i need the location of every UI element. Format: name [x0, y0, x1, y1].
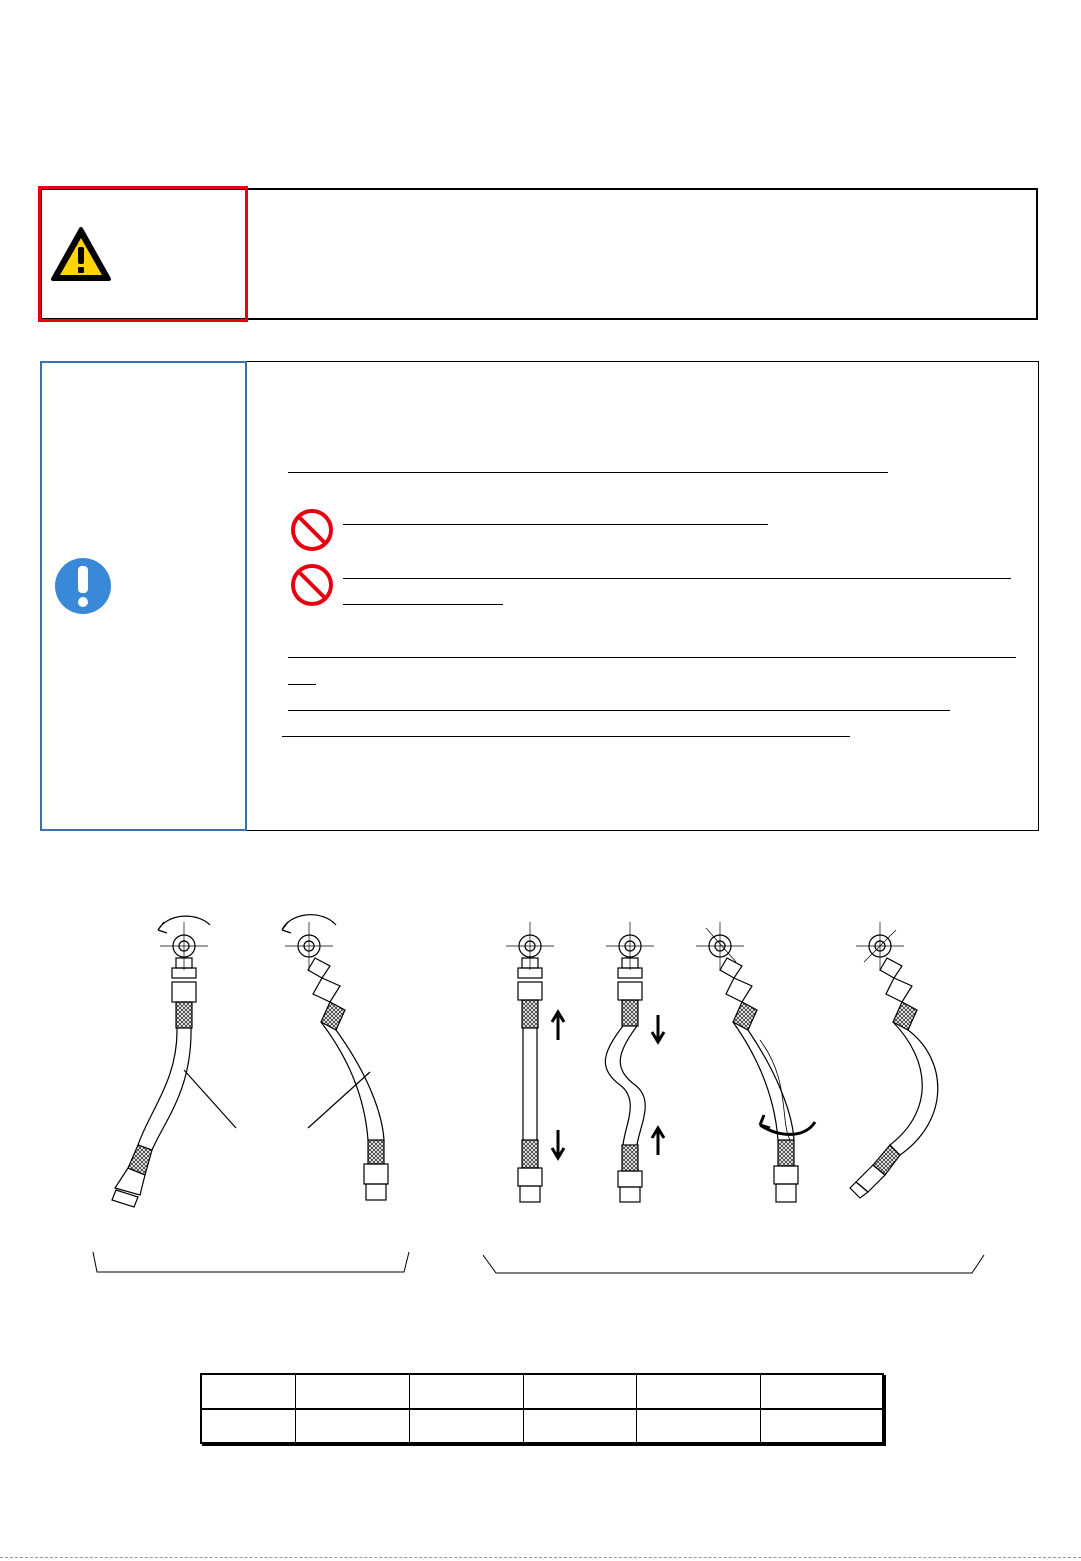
- hose-bent-install-mirrored: [282, 915, 388, 1200]
- text-underline: [288, 472, 888, 473]
- text-underline: [343, 604, 503, 605]
- hose-compressed: [605, 922, 664, 1202]
- group-bracket-right: [483, 1255, 984, 1273]
- page-bottom-rule: [0, 1557, 1081, 1558]
- text-underline: [288, 657, 1016, 658]
- exclamation-circle-icon: [53, 556, 113, 616]
- table-cell: [409, 1374, 523, 1409]
- table-cell: [637, 1409, 761, 1444]
- hose-bent-install: [112, 916, 236, 1207]
- spec-table: [200, 1373, 884, 1444]
- text-underline: [343, 578, 1011, 579]
- text-underline: [282, 736, 850, 737]
- table-cell: [409, 1409, 523, 1444]
- hose-stretched: [506, 922, 564, 1202]
- text-underline: [288, 684, 316, 685]
- table-cell: [523, 1409, 637, 1444]
- caution-icon-cell: [40, 361, 247, 831]
- table-header-row: [201, 1374, 883, 1409]
- table-cell: [201, 1409, 296, 1444]
- group-bracket-left: [93, 1252, 409, 1272]
- warning-triangle-icon: [49, 225, 113, 283]
- warning-icon-cell: [38, 186, 248, 322]
- table-cell: [760, 1374, 883, 1409]
- prohibition-icon: [289, 507, 335, 553]
- table-cell: [760, 1409, 883, 1444]
- table-cell: [637, 1374, 761, 1409]
- table-cell: [201, 1374, 296, 1409]
- hose-twisted: [696, 922, 815, 1202]
- table-cell: [296, 1374, 410, 1409]
- hose-bent-at-fitting: [850, 922, 938, 1198]
- text-underline: [343, 524, 768, 525]
- prohibition-icon: [289, 562, 335, 608]
- table-row: [201, 1409, 883, 1444]
- table-cell: [523, 1374, 637, 1409]
- hose-installation-figure: [0, 900, 1081, 1290]
- text-underline: [288, 710, 950, 711]
- table-cell: [296, 1409, 410, 1444]
